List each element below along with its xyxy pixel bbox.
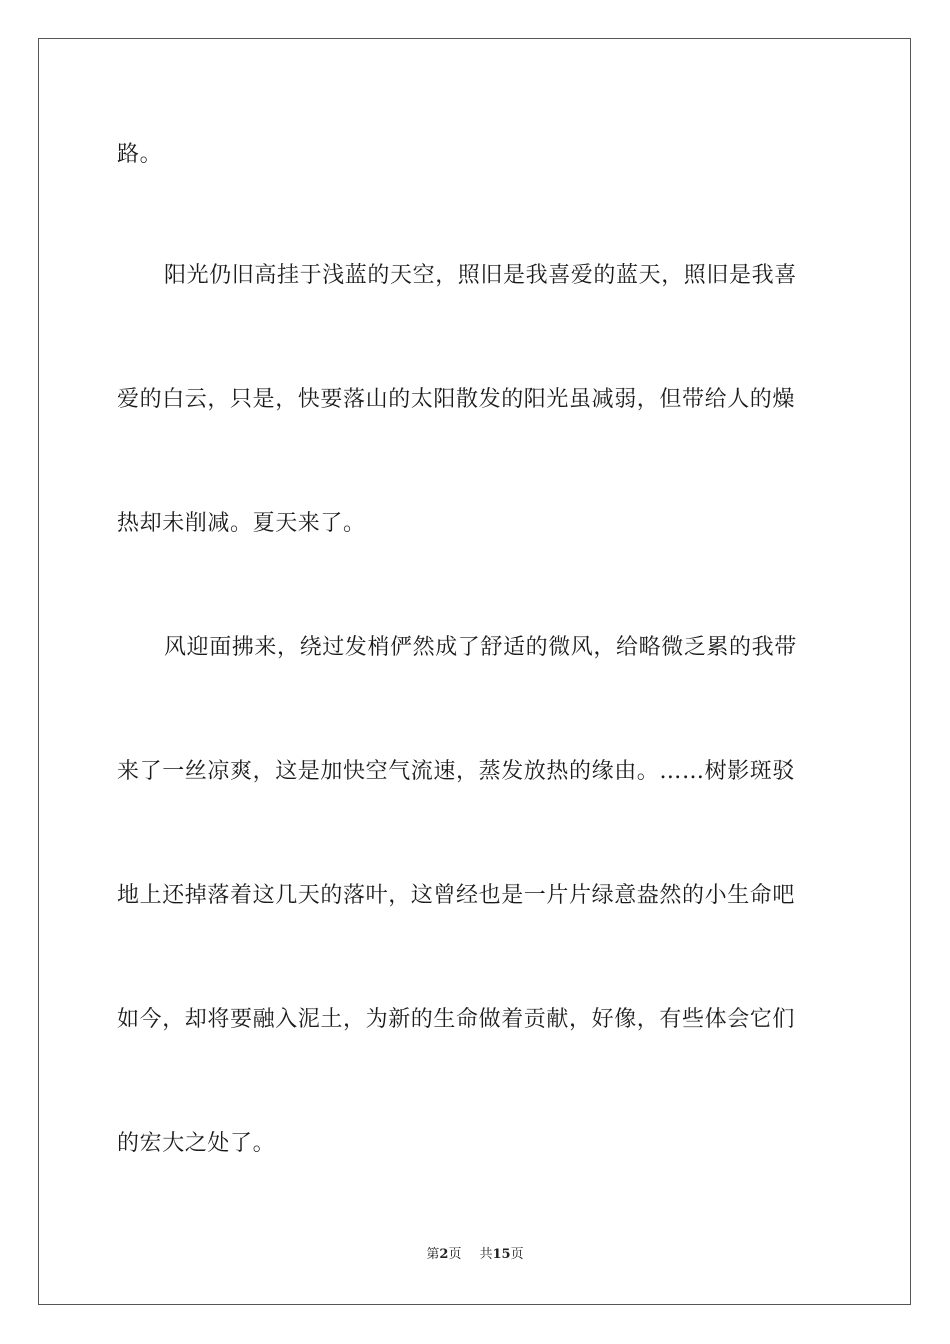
total-pages: 15 (492, 1247, 511, 1262)
text-line-1: 路。 (117, 142, 163, 167)
page-footer (0, 1246, 950, 1264)
text-line-2: 阳光仍旧高挂于浅蓝的天空，照旧是我喜爱的蓝天，照旧是我喜 (164, 263, 797, 288)
page-suffix: 页 (448, 1247, 462, 1262)
text-line-7: 地上还掉落着这几天的落叶，这曾经也是一片片绿意盎然的小生命吧 (117, 883, 796, 908)
total-prefix: 共 (479, 1247, 493, 1262)
page-number: 2 (439, 1247, 449, 1262)
text-line-8: 如今，却将要融入泥土，为新的生命做着贡献，好像，有些体会它们 (117, 1007, 796, 1032)
text-line-6: 来了一丝凉爽，这是加快空气流速，蒸发放热的缘由。……树影斑驳 (117, 759, 796, 784)
text-line-9: 的宏大之处了。 (117, 1131, 276, 1156)
text-line-3: 爱的白云，只是，快要落山的太阳散发的阳光虽减弱，但带给人的燥 (117, 387, 796, 412)
page-prefix: 第 (426, 1247, 440, 1262)
total-suffix: 页 (510, 1247, 524, 1262)
text-line-4: 热却未削减。夏天来了。 (117, 511, 366, 536)
page-border (38, 38, 911, 1305)
text-line-5: 风迎面拂来，绕过发梢俨然成了舒适的微风，给略微乏累的我带 (164, 635, 797, 660)
